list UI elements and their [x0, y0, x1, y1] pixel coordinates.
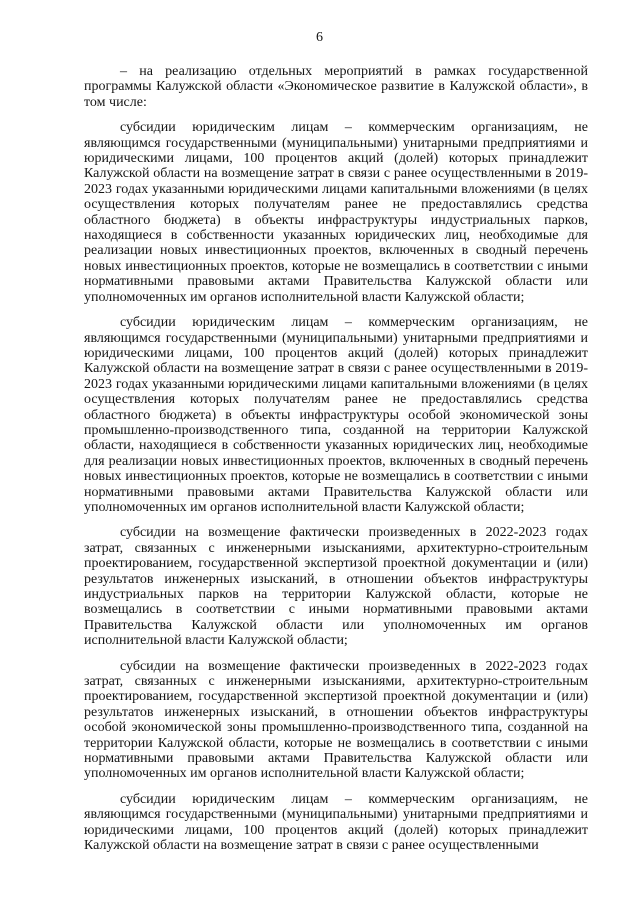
paragraph-intro: – на реализацию отдельных мероприятий в рамках государственной программы Калужской области «Экономическое развитие в Калужской области», в том числе:: [84, 64, 588, 110]
paragraph-subsidy-special-zone-capital: субсидии юридическим лицам – коммерческим организациям, не являющимся государственными (муниципальными) унитарными предприятиями и юридическими лицами, 100 процентов акций (долей) которых принадлежит Калужской области на возмещение затрат в связи с ранее осуществленными в 2019-2023 годах указанными юридическими лицами капитальными вложениями (в целях осуществления которых получателям ранее не предоставлялись средства областного бюджета) в объекты инфраструктуры особой экономической зоны промышленно-производственного типа, созданной на территории Калужской области, находящиеся в собственности указанных юридических лиц, необходимые для реализации новых инвестиционных проектов, включенных в сводный перечень новых инвестиционных проектов, которые не возмещались в соответствии с иными нормативными правовыми актами Правительства Калужской области или уполномоченных им органов исполнительной власти Калужской области;: [84, 315, 588, 515]
paragraph-subsidy-special-zone-design: субсидии на возмещение фактически произведенных в 2022-2023 годах затрат, связанных с инженерными изысканиями, архитектурно-строительным проектированием, государственной экспертизой проектной документации и (или) результатов инженерных изысканий, в отношении объектов инфраструктуры особой экономической зоны промышленно-производственного типа, созданной на территории Калужской области, которые не возмещались в соответствии с иными нормативными правовыми актами Правительства Калужской области или уполномоченных им органов исполнительной власти Калужской области;: [84, 658, 588, 782]
paragraph-subsidy-industrial-parks-capital: субсидии юридическим лицам – коммерческим организациям, не являющимся государственными (муниципальными) унитарными предприятиями и юридическими лицами, 100 процентов акций (долей) которых принадлежит Калужской области на возмещение затрат в связи с ранее осуществленными в 2019-2023 годах указанными юридическими лицами капитальными вложениями (в целях осуществления которых получателям ранее не предоставлялись средства областного бюджета) в объекты инфраструктуры индустриальных парков, находящиеся в собственности указанных юридических лиц, необходимые для реализации новых инвестиционных проектов, включенных в сводный перечень новых инвестиционных проектов, которые не возмещались в соответствии с иными нормативными правовыми актами Правительства Калужской области или уполномоченных им органов исполнительной власти Калужской области;: [84, 120, 588, 305]
document-body: [84, 64, 588, 864]
paragraph-subsidy-industrial-parks-design: субсидии на возмещение фактически произведенных в 2022-2023 годах затрат, связанных с инженерными изысканиями, архитектурно-строительным проектированием, государственной экспертизой проектной документации и (или) результатов инженерных изысканий, в отношении объектов инфраструктуры индустриальных парков на территории Калужской области, которые не возмещались в соответствии с иными нормативными правовыми актами Правительства Калужской области или уполномоченных им органов исполнительной власти Калужской области;: [84, 525, 588, 649]
page-number: 6: [316, 30, 323, 45]
paragraph-subsidy-continued: субсидии юридическим лицам – коммерческим организациям, не являющимся государственными (муниципальными) унитарными предприятиями и юридическими лицами, 100 процентов акций (долей) которых принадлежит Калужской области на возмещение затрат в связи с ранее осуществленными: [84, 791, 588, 854]
